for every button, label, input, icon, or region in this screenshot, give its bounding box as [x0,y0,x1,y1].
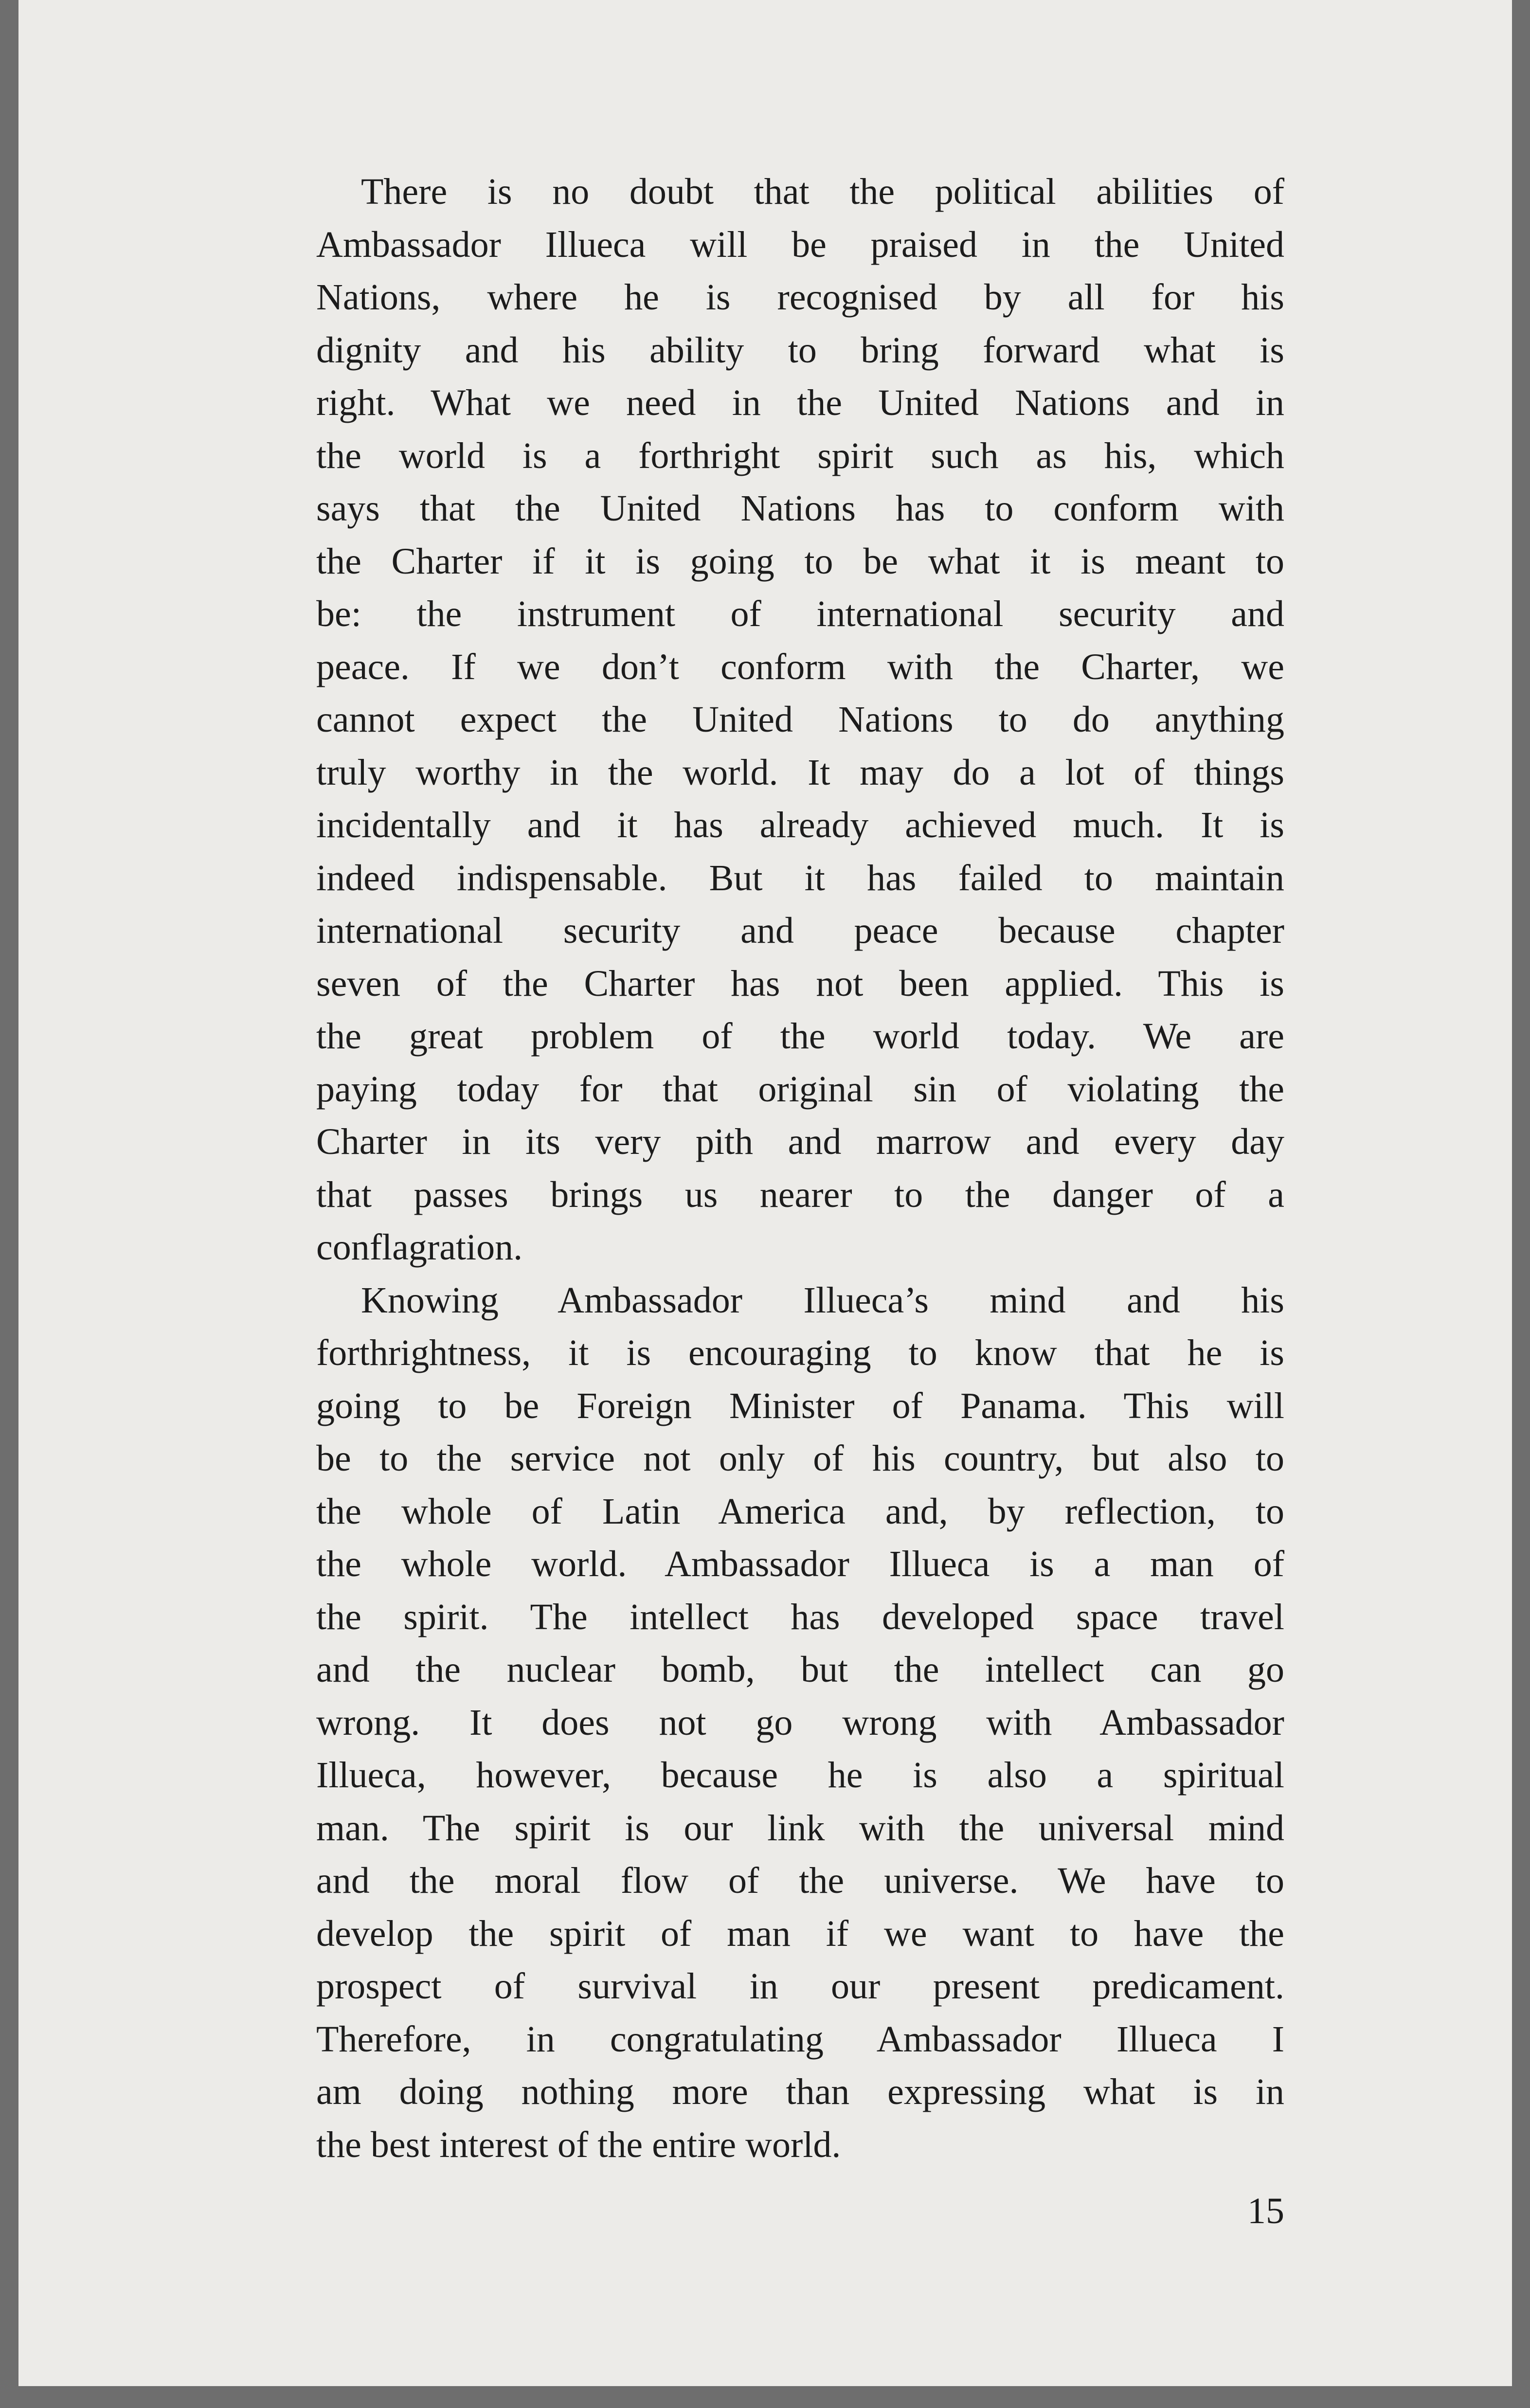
text-line: truly worthy in the world. It may do a lot of things [316,752,1284,793]
text-line: wrong. It does not go wrong with Ambassador [316,1702,1284,1743]
text-line: and the moral flow of the universe. We have to [316,1860,1284,1901]
text-line: the best interest of the entire world. [316,2124,841,2165]
text-line: Charter in its very pith and marrow and every day [316,1121,1284,1162]
text-line: Therefore, in congratulating Ambassador Illueca I [316,2018,1284,2060]
text-line: man. The spirit is our link with the universal mind [316,1807,1284,1849]
text-line: going to be Foreign Minister of Panama. This will [316,1385,1284,1426]
page-number: 15 [1247,2191,1284,2231]
text-line: be: the instrument of international security and [316,593,1284,634]
text-line: international security and peace because chapter [316,910,1284,951]
text-line: indeed indispensable. But it has failed to maintain [316,857,1284,899]
text-line: cannot expect the United Nations to do anything [316,699,1284,740]
text-line: the whole world. Ambassador Illueca is a man of [316,1544,1284,1584]
text-line: Nations, where he is recognised by all for his [316,277,1284,318]
text-line: prospect of survival in our present predicament. [316,1966,1284,2007]
text-line: the spirit. The intellect has developed space travel [316,1596,1284,1637]
body-text [316,165,1284,2171]
text-line: dignity and his ability to bring forward what is [316,329,1284,371]
text-line: There is no doubt that the political abilities of [361,171,1284,212]
paragraph-1 [316,165,1284,1274]
text-line: peace. If we don’t conform with the Charter, we [316,646,1284,687]
text-line: says that the United Nations has to conform with [316,488,1284,529]
text-line: the world is a forthright spirit such as his, which [316,435,1284,476]
text-line: am doing nothing more than expressing what is in [316,2071,1284,2112]
text-line: the great problem of the world today. We are [316,1016,1284,1057]
text-line: right. What we need in the United Nations and in [316,382,1284,423]
text-line: forthrightness, it is encouraging to know that he is [316,1332,1284,1373]
text-line: be to the service not only of his country, but also to [316,1438,1284,1479]
text-line: develop the spirit of man if we want to have the [316,1913,1284,1954]
text-line: the whole of Latin America and, by reflection, to [316,1491,1284,1532]
text-line: the Charter if it is going to be what it is meant to [316,540,1284,582]
document-page [18,0,1512,2386]
text-line: seven of the Charter has not been applied. This is [316,963,1284,1004]
text-line: Knowing Ambassador Illueca’s mind and his [361,1279,1284,1321]
text-line: and the nuclear bomb, but the intellect can go [316,1649,1284,1690]
text-line: incidentally and it has already achieved much. It is [316,805,1284,845]
text-line: paying today for that original sin of violating the [316,1068,1284,1110]
text-line: that passes brings us nearer to the danger of a [316,1174,1284,1215]
text-line: conflagration. [316,1227,523,1268]
paragraph-2 [316,1274,1284,2172]
text-line: Ambassador Illueca will be praised in the United [316,224,1284,265]
text-line: Illueca, however, because he is also a spiritual [316,1755,1284,1796]
